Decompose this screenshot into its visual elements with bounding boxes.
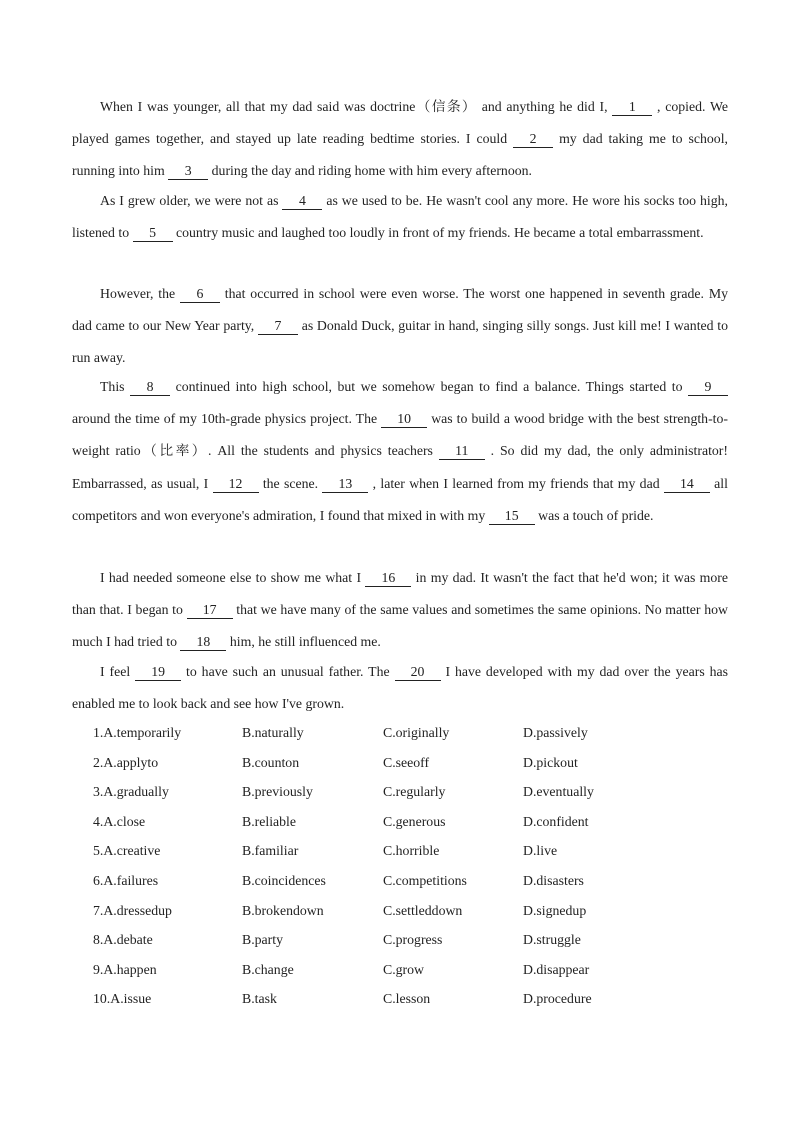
option-d: D.eventually [523,784,594,800]
option-row [93,984,693,1014]
paragraph-2 [72,185,728,249]
answer-blank: 11 [439,443,485,460]
option-c: C.settleddown [383,902,463,918]
option-a: 1.A.temporarily [93,725,182,740]
answer-blank: 16 [365,570,411,587]
passage-text: country music and laughed too loudly in front of my friends. He became a total embarrassment. [172,225,704,241]
answer-blank: 14 [664,476,710,493]
option-row [93,748,693,778]
option-c: C.regularly [383,784,446,800]
answer-blank: 19 [135,664,181,681]
option-a: 9.A.happen [93,961,157,977]
answer-blank: 6 [180,286,220,303]
paragraph-6 [72,656,728,720]
passage-text: that occurred in school were even worse. The worst one happened in seventh grade. My dad came to our New Year party, [72,286,728,334]
passage-text: around the time of my 10th-grade physics project. The [72,411,382,427]
option-a: 3.A.gradually [93,784,169,800]
passage-text: during the day and riding home with him every afternoon. [208,163,532,179]
option-d: D.live [523,843,558,859]
option-c: C.horrible [383,843,440,859]
option-b: B.task [242,991,277,1007]
paragraph-4 [72,371,728,532]
option-b: B.previously [242,784,313,800]
option-a: 4.A.close [93,813,146,829]
option-c: C.seeoff [383,754,430,770]
option-b: B.counton [242,754,300,770]
passage-text: was a touch of pride. [534,507,654,523]
passage-text: all competitors and won everyone's admiration, I found that mixed in with my [72,475,728,523]
option-row [93,718,693,748]
option-d: D.disappear [523,961,590,977]
option-a: 6.A.failures [93,872,159,888]
option-row [93,896,693,926]
answer-blank: 10 [381,411,427,428]
option-b: B.brokendown [242,902,324,918]
option-d: D.passively [523,725,588,740]
answer-blank: 12 [213,476,259,493]
passage-text: the scene. [258,475,323,491]
paragraph-3 [72,278,728,375]
paragraph-5 [72,562,728,659]
option-c: C.originally [383,725,450,740]
answer-options [93,718,693,1014]
answer-blank: 1 [612,99,652,116]
option-row [93,866,693,896]
answer-blank: 18 [180,634,226,651]
passage-text: As I grew older, we were not as [100,193,283,208]
option-c: C.competitions [383,872,467,888]
passage-text: , later when I learned from my friends that my dad [368,475,664,491]
passage-text: I had needed someone else to show me what I [100,570,366,585]
answer-blank: 17 [187,602,233,619]
option-b: B.party [242,932,283,948]
option-c: C.progress [383,932,443,948]
answer-blank: 2 [513,131,553,148]
answer-blank: 9 [688,379,728,396]
option-a: 2.A.applyto [93,754,159,770]
passage-text: However, the [100,286,180,301]
passage-text: as we used to be. He wasn't cool any more. He wore his socks too high, listened to [72,193,728,241]
passage-text: continued into high school, but we somehow began to find a balance. Things started to [170,379,688,394]
passage-text: him, he still influenced me. [226,634,381,650]
passage-text: as Donald Duck, guitar in hand, singing silly songs. Just kill me! I wanted to run away. [72,318,728,366]
answer-blank: 13 [322,476,368,493]
option-a: 8.A.debate [93,932,153,948]
answer-blank: 5 [133,225,173,242]
passage-text: was to build a wood bridge with the best strength-to-weight ratio（比率）. All the students and physics teachers [72,411,728,459]
option-d: D.pickout [523,754,578,770]
passage-text: that we have many of the same values and sometimes the same opinions. No matter how much I had tried to [72,602,728,650]
answer-blank: 15 [489,508,535,525]
option-d: D.confident [523,813,589,829]
passage-text: This [100,379,131,394]
passage-text: , copied. We played games together, and stayed up late reading bedtime stories. I could [72,99,728,147]
option-c: C.grow [383,961,425,977]
paragraph-1 [72,91,728,188]
option-a: 10.A.issue [93,991,152,1007]
passage-text: in my dad. It wasn't the fact that he'd won; it was more than that. I began to [72,570,728,618]
option-a: 7.A.dressedup [93,902,172,918]
answer-blank: 3 [168,163,208,180]
option-b: B.reliable [242,813,297,829]
passage-text: to have such an unusual father. The [181,664,395,679]
option-row [93,836,693,866]
option-d: D.disasters [523,872,584,888]
passage-text: When I was younger, all that my dad said was doctrine（信条） and anything he did I, [100,99,613,114]
option-row [93,807,693,837]
option-row [93,925,693,955]
answer-blank: 4 [282,193,322,210]
answer-blank: 7 [258,318,298,335]
option-d: D.struggle [523,932,581,948]
option-c: C.generous [383,813,446,829]
passage-text: . So did my dad, the only administrator! Embarrassed, as usual, I [72,443,728,491]
option-b: B.coincidences [242,872,326,888]
option-b: B.familiar [242,843,299,859]
option-d: D.procedure [523,991,592,1007]
answer-blank: 20 [395,664,441,681]
passage-text: I have developed with my dad over the years has enabled me to look back and see how I've grown. [72,664,728,712]
option-b: B.change [242,961,294,977]
passage-text: my dad taking me to school, running into him [72,131,728,179]
passage-text: I feel [100,664,136,679]
option-d: D.signedup [523,902,587,918]
option-c: C.lesson [383,991,431,1007]
option-row [93,955,693,985]
answer-blank: 8 [130,379,170,396]
option-b: B.naturally [242,725,304,740]
option-a: 5.A.creative [93,843,161,859]
option-row [93,777,693,807]
